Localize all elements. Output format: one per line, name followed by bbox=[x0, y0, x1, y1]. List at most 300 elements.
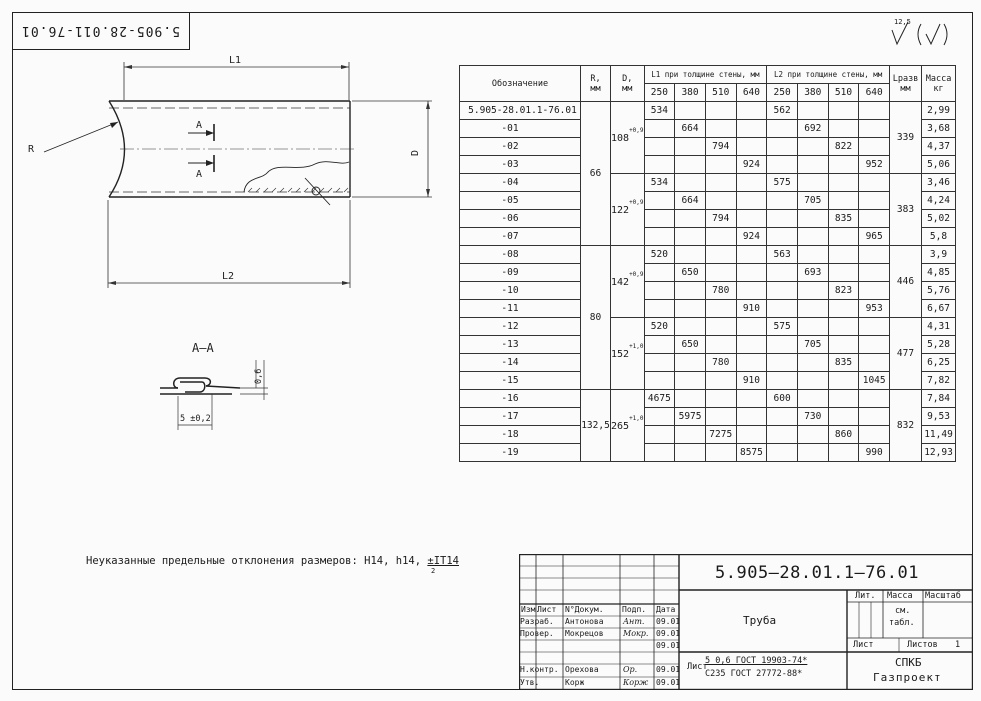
cell-l2 bbox=[767, 192, 798, 210]
cell-mass: 4,31 bbox=[922, 318, 956, 336]
section-mark-bottom: A bbox=[196, 169, 203, 180]
person-signature: Корж bbox=[623, 678, 649, 687]
header-l1: L1 при толщине стены, мм bbox=[644, 66, 767, 84]
cell-l2 bbox=[767, 372, 798, 390]
header-l2: L2 при толщине стены, мм bbox=[767, 66, 890, 84]
cell-l1 bbox=[644, 408, 675, 426]
table-row bbox=[460, 318, 956, 336]
cell-l2 bbox=[828, 390, 859, 408]
cell-designation: -02 bbox=[460, 138, 581, 156]
person-signature: Мокр. bbox=[623, 629, 649, 638]
cell-l2 bbox=[767, 354, 798, 372]
cell-l1 bbox=[705, 318, 736, 336]
cell-l1 bbox=[675, 282, 706, 300]
cell-d bbox=[611, 318, 645, 390]
cell-l2 bbox=[797, 300, 828, 318]
cell-l1 bbox=[675, 372, 706, 390]
cell-l1 bbox=[736, 282, 767, 300]
cell-mass: 5,28 bbox=[922, 336, 956, 354]
cell-l2: 693 bbox=[797, 264, 828, 282]
cell-l2 bbox=[828, 372, 859, 390]
cell-lrazv: 832 bbox=[890, 390, 922, 462]
cell-l2 bbox=[797, 156, 828, 174]
cell-mass: 7,84 bbox=[922, 390, 956, 408]
cell-designation: -03 bbox=[460, 156, 581, 174]
cell-l2 bbox=[767, 138, 798, 156]
section-mark-top: A bbox=[196, 120, 203, 131]
cell-l2 bbox=[767, 210, 798, 228]
cell-l2 bbox=[797, 354, 828, 372]
corner-stamp-text: 5.905-28.011-76.01 bbox=[21, 23, 180, 38]
cell-l2 bbox=[797, 138, 828, 156]
section-width: 5 ±0,2 bbox=[180, 414, 211, 424]
specification-table bbox=[459, 65, 956, 462]
cell-mass: 5,02 bbox=[922, 210, 956, 228]
label-mass: Масса bbox=[887, 591, 913, 601]
cell-l2 bbox=[828, 408, 859, 426]
cell-l2 bbox=[797, 228, 828, 246]
cell-l1 bbox=[644, 426, 675, 444]
table-row bbox=[460, 120, 956, 138]
cell-l2 bbox=[828, 174, 859, 192]
cell-d bbox=[611, 174, 645, 246]
cell-l2: 563 bbox=[767, 246, 798, 264]
cell-d bbox=[611, 246, 645, 318]
cell-l2 bbox=[859, 282, 890, 300]
cell-lrazv: 383 bbox=[890, 174, 922, 246]
cell-designation: -07 bbox=[460, 228, 581, 246]
cell-l1 bbox=[675, 210, 706, 228]
cell-l1 bbox=[705, 336, 736, 354]
header-thickness: 380 bbox=[797, 84, 828, 102]
material-line-1: 5 0,6 ГОСТ 19903-74* bbox=[705, 656, 808, 666]
cell-l1 bbox=[736, 138, 767, 156]
cell-l2 bbox=[828, 156, 859, 174]
cell-l2: 952 bbox=[859, 156, 890, 174]
cell-l2 bbox=[797, 210, 828, 228]
cell-l2 bbox=[859, 354, 890, 372]
cell-l2 bbox=[859, 102, 890, 120]
cell-l2 bbox=[767, 228, 798, 246]
table-row bbox=[460, 228, 956, 246]
cell-l2: 692 bbox=[797, 120, 828, 138]
cell-l2 bbox=[828, 318, 859, 336]
person-role: Утв. bbox=[520, 678, 540, 687]
header-d: D, мм bbox=[611, 66, 645, 102]
cell-l2 bbox=[797, 426, 828, 444]
cell-l2 bbox=[859, 120, 890, 138]
header-thickness: 510 bbox=[828, 84, 859, 102]
person-date: 09.01 bbox=[656, 641, 681, 650]
cell-designation: -14 bbox=[460, 354, 581, 372]
cell-l2 bbox=[828, 120, 859, 138]
cell-mass: 9,53 bbox=[922, 408, 956, 426]
cell-l2 bbox=[767, 336, 798, 354]
cell-l2 bbox=[859, 390, 890, 408]
table-row bbox=[460, 300, 956, 318]
header-thickness: 640 bbox=[736, 84, 767, 102]
d-tolerance: +1,0 bbox=[629, 343, 644, 351]
cell-l2 bbox=[828, 192, 859, 210]
table-row bbox=[460, 408, 956, 426]
cell-l2 bbox=[767, 426, 798, 444]
cell-designation: -05 bbox=[460, 192, 581, 210]
cell-l2 bbox=[859, 336, 890, 354]
section-thickness: 0,6 bbox=[254, 368, 264, 384]
cell-l2 bbox=[767, 408, 798, 426]
person-date: 09.01 bbox=[656, 617, 681, 626]
note-denominator: 2 bbox=[431, 567, 436, 575]
cell-mass: 12,93 bbox=[922, 444, 956, 462]
cell-l1: 910 bbox=[736, 372, 767, 390]
label-sheets: Листов bbox=[907, 640, 938, 650]
cell-l2 bbox=[859, 264, 890, 282]
cell-l1 bbox=[675, 354, 706, 372]
cell-mass: 5,8 bbox=[922, 228, 956, 246]
cell-designation: -08 bbox=[460, 246, 581, 264]
cell-l1 bbox=[705, 300, 736, 318]
cell-mass: 3,46 bbox=[922, 174, 956, 192]
table-row bbox=[460, 156, 956, 174]
cell-l1 bbox=[675, 318, 706, 336]
cell-designation: -04 bbox=[460, 174, 581, 192]
header-mass: Масса кг bbox=[922, 66, 956, 102]
person-role: Провер. bbox=[520, 629, 554, 638]
material-prefix: Лист bbox=[687, 662, 708, 672]
org-2: Газпроект bbox=[873, 671, 942, 684]
cell-designation: -01 bbox=[460, 120, 581, 138]
cell-d bbox=[611, 102, 645, 174]
cell-l2 bbox=[797, 318, 828, 336]
cell-l1 bbox=[644, 282, 675, 300]
cell-l1 bbox=[736, 426, 767, 444]
cell-l2 bbox=[767, 264, 798, 282]
cell-l1 bbox=[736, 390, 767, 408]
cell-l1 bbox=[675, 156, 706, 174]
person-date: 09.01 bbox=[656, 629, 681, 638]
table-row bbox=[460, 426, 956, 444]
doc-code: 5.905–28.01.1–76.01 bbox=[715, 563, 919, 583]
table-row bbox=[460, 372, 956, 390]
cell-designation: -06 bbox=[460, 210, 581, 228]
cell-l2 bbox=[859, 192, 890, 210]
header-thickness: 250 bbox=[644, 84, 675, 102]
cell-r: 80 bbox=[581, 246, 611, 390]
cell-l1 bbox=[705, 390, 736, 408]
table-row bbox=[460, 444, 956, 462]
cell-l2 bbox=[797, 390, 828, 408]
cell-l1 bbox=[705, 156, 736, 174]
cell-l2 bbox=[797, 174, 828, 192]
cell-designation: -19 bbox=[460, 444, 581, 462]
title-block bbox=[519, 554, 973, 690]
d-tolerance: +0,9 bbox=[629, 127, 644, 135]
cell-mass: 3,68 bbox=[922, 120, 956, 138]
doc-name: Труба bbox=[743, 614, 777, 627]
dim-d: D bbox=[410, 149, 421, 156]
d-value: 122 bbox=[611, 204, 630, 216]
cell-l2 bbox=[828, 246, 859, 264]
cell-r: 66 bbox=[581, 102, 611, 246]
cell-l2: 835 bbox=[828, 210, 859, 228]
cell-l2 bbox=[767, 156, 798, 174]
cell-l1 bbox=[675, 174, 706, 192]
cell-l1 bbox=[705, 120, 736, 138]
header-date: Дата bbox=[656, 605, 676, 614]
cell-l2: 600 bbox=[767, 390, 798, 408]
cell-designation: -16 bbox=[460, 390, 581, 408]
table-row bbox=[460, 102, 956, 120]
cell-lrazv: 477 bbox=[890, 318, 922, 390]
cell-mass: 2,99 bbox=[922, 102, 956, 120]
cell-mass: 4,24 bbox=[922, 192, 956, 210]
cell-l1 bbox=[644, 210, 675, 228]
cell-l2 bbox=[797, 444, 828, 462]
table-row bbox=[460, 138, 956, 156]
cell-l2 bbox=[859, 210, 890, 228]
cell-l1 bbox=[705, 192, 736, 210]
cell-l1: 8575 bbox=[736, 444, 767, 462]
header-r: R, мм bbox=[581, 66, 611, 102]
cell-l2 bbox=[797, 246, 828, 264]
cell-designation: -11 bbox=[460, 300, 581, 318]
dim-r: R bbox=[28, 144, 35, 155]
note-text: Неуказанные предельные отклонения размеров: Н14, h14, bbox=[86, 555, 428, 567]
mass-value: см. bbox=[895, 606, 911, 616]
d-value: 108 bbox=[611, 132, 630, 144]
cell-l1: 910 bbox=[736, 300, 767, 318]
d-value: 265 bbox=[611, 420, 630, 432]
cell-l2 bbox=[859, 138, 890, 156]
cell-l1 bbox=[675, 228, 706, 246]
cell-l1 bbox=[644, 300, 675, 318]
cell-designation: -09 bbox=[460, 264, 581, 282]
table-row bbox=[460, 192, 956, 210]
cell-l1 bbox=[675, 390, 706, 408]
cell-l1 bbox=[644, 354, 675, 372]
cell-l1: 520 bbox=[644, 246, 675, 264]
cell-l2 bbox=[797, 102, 828, 120]
cell-designation: -18 bbox=[460, 426, 581, 444]
d-value: 142 bbox=[611, 276, 630, 288]
cell-mass: 7,82 bbox=[922, 372, 956, 390]
cell-l1: 534 bbox=[644, 174, 675, 192]
person-name: Орехова bbox=[565, 665, 599, 674]
cell-mass: 5,06 bbox=[922, 156, 956, 174]
cell-l2 bbox=[797, 282, 828, 300]
cell-l1: 650 bbox=[675, 336, 706, 354]
cell-mass: 6,25 bbox=[922, 354, 956, 372]
person-signature: Ор. bbox=[623, 665, 638, 674]
label-scale: Масштаб bbox=[925, 591, 961, 601]
cell-designation: -12 bbox=[460, 318, 581, 336]
cell-l1 bbox=[705, 246, 736, 264]
cell-l1: 650 bbox=[675, 264, 706, 282]
cell-designation: -13 bbox=[460, 336, 581, 354]
cell-l2 bbox=[767, 300, 798, 318]
cell-r: 132,5 bbox=[581, 390, 611, 462]
cell-l1 bbox=[705, 228, 736, 246]
mass-value-2: табл. bbox=[889, 618, 915, 628]
cell-mass: 11,49 bbox=[922, 426, 956, 444]
cell-l1 bbox=[705, 174, 736, 192]
table-row bbox=[460, 282, 956, 300]
cell-l2 bbox=[859, 408, 890, 426]
table-row bbox=[460, 390, 956, 408]
table-row bbox=[460, 210, 956, 228]
cell-l1 bbox=[675, 102, 706, 120]
cell-l1 bbox=[644, 156, 675, 174]
section-title: А–А bbox=[192, 341, 214, 355]
cell-l2: 730 bbox=[797, 408, 828, 426]
person-role: Разраб. bbox=[520, 617, 554, 626]
label-sheet: Лист bbox=[853, 640, 874, 650]
cell-l1 bbox=[705, 102, 736, 120]
cell-l1 bbox=[675, 246, 706, 264]
cell-l1 bbox=[644, 120, 675, 138]
cell-l1: 924 bbox=[736, 228, 767, 246]
cell-l1 bbox=[675, 426, 706, 444]
cell-l1: 780 bbox=[705, 282, 736, 300]
header-lrazv: Lразв мм bbox=[890, 66, 922, 102]
cell-l1 bbox=[675, 444, 706, 462]
cell-d bbox=[611, 390, 645, 462]
cell-l2 bbox=[767, 282, 798, 300]
cell-l2: 823 bbox=[828, 282, 859, 300]
cell-l2 bbox=[828, 102, 859, 120]
cell-l2: 705 bbox=[797, 192, 828, 210]
cell-l2: 965 bbox=[859, 228, 890, 246]
cell-l1: 4675 bbox=[644, 390, 675, 408]
roughness-value: 12,5 bbox=[894, 18, 911, 26]
cell-l1: 7275 bbox=[705, 426, 736, 444]
header-thickness: 250 bbox=[767, 84, 798, 102]
cell-l1: 664 bbox=[675, 120, 706, 138]
label-lit: Лит. bbox=[855, 591, 876, 601]
cell-mass: 4,37 bbox=[922, 138, 956, 156]
cell-l1 bbox=[705, 444, 736, 462]
cell-l1: 780 bbox=[705, 354, 736, 372]
person-signature: Ант. bbox=[623, 617, 645, 626]
header-doc: N°Докум. bbox=[565, 605, 604, 614]
cell-l2: 575 bbox=[767, 174, 798, 192]
table-row bbox=[460, 246, 956, 264]
cell-lrazv: 446 bbox=[890, 246, 922, 318]
cell-l2 bbox=[859, 426, 890, 444]
sheets-count: 1 bbox=[955, 640, 961, 650]
cell-l2: 822 bbox=[828, 138, 859, 156]
d-tolerance: +0,9 bbox=[629, 199, 644, 207]
cell-l2 bbox=[767, 444, 798, 462]
cell-l1 bbox=[736, 408, 767, 426]
cell-l1 bbox=[705, 264, 736, 282]
cell-l1: 664 bbox=[675, 192, 706, 210]
cell-l1 bbox=[736, 354, 767, 372]
header-thickness: 510 bbox=[705, 84, 736, 102]
cell-l2: 953 bbox=[859, 300, 890, 318]
d-tolerance: +0,9 bbox=[629, 271, 644, 279]
person-name: Мокрецов bbox=[565, 629, 604, 638]
cell-l1 bbox=[736, 102, 767, 120]
cell-l1 bbox=[644, 372, 675, 390]
cell-l1 bbox=[736, 120, 767, 138]
cell-l1 bbox=[644, 228, 675, 246]
cell-mass: 4,85 bbox=[922, 264, 956, 282]
note-tolerance: ±IT14 bbox=[427, 555, 459, 567]
person-date: 09.01 bbox=[656, 678, 681, 687]
table-row bbox=[460, 264, 956, 282]
header-list: Лист bbox=[537, 605, 557, 614]
person-name: Антонова bbox=[565, 617, 604, 626]
cell-l1 bbox=[736, 174, 767, 192]
cell-l2: 835 bbox=[828, 354, 859, 372]
cell-l1 bbox=[736, 210, 767, 228]
cell-l2 bbox=[828, 336, 859, 354]
cell-l1: 794 bbox=[705, 210, 736, 228]
cell-designation: 5.905-28.01.1-76.01 bbox=[460, 102, 581, 120]
cell-l2: 575 bbox=[767, 318, 798, 336]
cell-l1: 5975 bbox=[675, 408, 706, 426]
cell-l1 bbox=[736, 246, 767, 264]
cell-l1: 520 bbox=[644, 318, 675, 336]
material-line-2: С235 ГОСТ 27772-88* bbox=[705, 669, 803, 679]
d-tolerance: +1,0 bbox=[629, 415, 644, 423]
cell-l1: 534 bbox=[644, 102, 675, 120]
header-sign: Подп. bbox=[622, 605, 647, 614]
cell-designation: -15 bbox=[460, 372, 581, 390]
header-designation: Обозначение bbox=[460, 66, 581, 102]
tolerance-note bbox=[86, 555, 459, 575]
cell-l2: 860 bbox=[828, 426, 859, 444]
cell-l1 bbox=[705, 372, 736, 390]
cell-l1 bbox=[736, 336, 767, 354]
cell-l2: 1045 bbox=[859, 372, 890, 390]
cell-l1 bbox=[675, 138, 706, 156]
cell-l1 bbox=[736, 192, 767, 210]
table-row bbox=[460, 174, 956, 192]
cell-l1 bbox=[736, 264, 767, 282]
cell-mass: 5,76 bbox=[922, 282, 956, 300]
header-thickness: 640 bbox=[859, 84, 890, 102]
seam-section bbox=[160, 378, 240, 394]
cell-l2 bbox=[828, 444, 859, 462]
person-date: 09.01 bbox=[656, 665, 681, 674]
person-name: Корж bbox=[565, 678, 585, 687]
cell-l1 bbox=[644, 336, 675, 354]
cell-l1 bbox=[644, 444, 675, 462]
person-role: Н.контр. bbox=[520, 665, 559, 674]
d-value: 152 bbox=[611, 348, 630, 360]
dim-l2: L2 bbox=[222, 271, 235, 282]
cell-l2 bbox=[828, 300, 859, 318]
cell-mass: 3,9 bbox=[922, 246, 956, 264]
cell-l2 bbox=[767, 120, 798, 138]
cell-l1 bbox=[644, 192, 675, 210]
org-1: СПКБ bbox=[895, 656, 922, 669]
cell-l2 bbox=[859, 174, 890, 192]
cell-l2 bbox=[828, 228, 859, 246]
header-thickness: 380 bbox=[675, 84, 706, 102]
cell-l1: 924 bbox=[736, 156, 767, 174]
cell-l2 bbox=[797, 372, 828, 390]
cell-l2 bbox=[828, 264, 859, 282]
table-row bbox=[460, 336, 956, 354]
cell-l1 bbox=[736, 318, 767, 336]
cell-l2: 705 bbox=[797, 336, 828, 354]
dim-l1: L1 bbox=[229, 55, 242, 66]
cell-mass: 6,67 bbox=[922, 300, 956, 318]
cell-l1 bbox=[705, 408, 736, 426]
